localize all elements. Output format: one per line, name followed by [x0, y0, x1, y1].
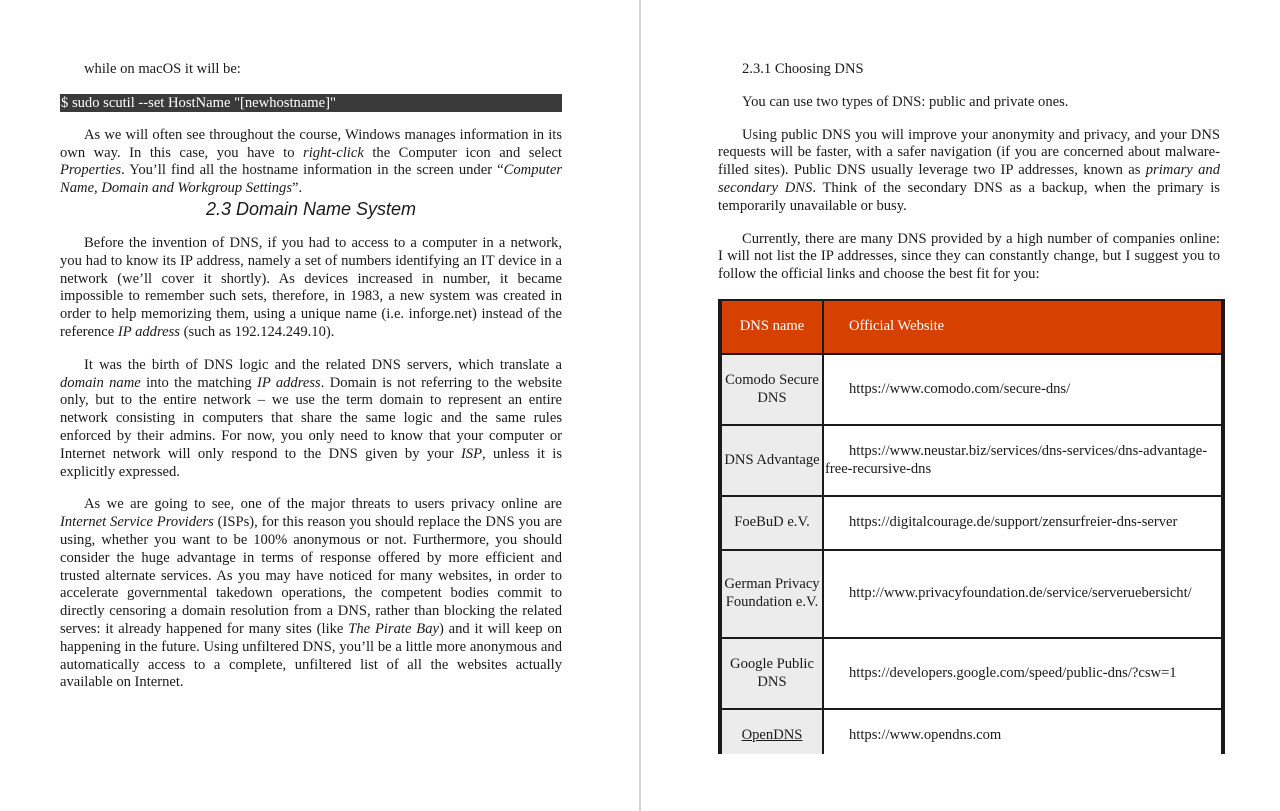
- dns-table: [720, 299, 1223, 754]
- command-line: $ sudo scutil --set HostName "[newhostname]": [60, 94, 562, 112]
- paragraph-currently: Currently, there are many DNS provided by a high number of companies online: I will not list the IP addresses, since they can constantly change, but I suggest you to follow the official links and choose the best fit for you:: [718, 230, 1220, 283]
- header-dns-name: DNS name: [722, 301, 822, 353]
- paragraph-dns-birth: It was the birth of DNS logic and the related DNS servers, which translate a domain name into the matching IP address. Domain is not referring to the website only, but to the entire network – we use the term domain to represent an entire network consisting in computers that share the same logic and the same rules enforced by their admins. For now, you only need to know that your computer or Internet network will only respond to the DNS given by your ISP, unless it is explicitly expressed.: [60, 356, 563, 480]
- paragraph-before-dns: Before the invention of DNS, if you had to access to a computer in a network, you had to know its IP address, namely a set of numbers identifying an IT device in a network (we’ll cover it shortly). As devices increased in number, it became impossible to remember such sets, therefore, in 1983, a new system was created in order to help memorizing them, using a unique name (i.e. inforge.net) instead of the reference IP address (such as 192.124.249.10).: [60, 234, 562, 340]
- website-link[interactable]: https://digitalcourage.de/support/zensurfreier-dns-server: [824, 497, 1221, 549]
- dns-name-cell[interactable]: OpenDNS: [722, 710, 822, 754]
- left-column: [60, 61, 562, 692]
- subsection-heading: 2.3.1 Choosing DNS: [742, 61, 864, 77]
- website-link[interactable]: http://www.privacyfoundation.de/service/serveruebersicht/: [824, 551, 1221, 637]
- right-column: [718, 61, 1220, 284]
- section-heading: 2.3 Domain Name System: [205, 198, 417, 219]
- table-header-row: [722, 301, 1221, 353]
- dns-table-wrapper: [718, 299, 1225, 754]
- table-row: [722, 639, 1221, 708]
- macos-line: while on macOS it will be:: [84, 61, 241, 77]
- header-official-website: Official Website: [824, 301, 1221, 353]
- dns-name-cell: Google Public DNS: [722, 639, 822, 708]
- dns-name-cell: DNS Advantage: [722, 426, 822, 495]
- table-row: [722, 426, 1221, 495]
- right-page: [641, 0, 1280, 811]
- website-link[interactable]: https://www.opendns.com: [824, 710, 1221, 754]
- paragraph-dns-types: You can use two types of DNS: public and private ones.: [742, 93, 1069, 110]
- dns-name-cell: Comodo Secure DNS: [722, 355, 822, 424]
- website-link[interactable]: https://www.comodo.com/secure-dns/: [824, 355, 1221, 424]
- table-row: [722, 551, 1221, 637]
- paragraph-threats: As we are going to see, one of the major threats to users privacy online are Internet Service Providers (ISPs), for this reason you should replace the DNS you are using, whether you want to be 100% anonymous or not. Furthermore, you should consider the huge advantage in terms of response offered by more efficient and trusted alternate services. As you may have noticed for many websites, in order to accelerate governmental takedown operations, the competent bodies commit to directly censoring a domain resolution from a DNS, rather than blocking the related serves: it already happened for many sites (like The Pirate Bay) and it will keep on happening in the future. Using unfiltered DNS, you’ll be a little more anonymous and automatically access to a complete, unfiltered list of all the websites actually available on Internet.: [60, 496, 563, 691]
- left-page: [0, 0, 639, 811]
- table-row: [722, 710, 1221, 754]
- windows-paragraph: As we will often see throughout the course, Windows manages information in its own way. In this case, you have to right-click the Computer icon and select Properties. You’ll find all the hostname information in the screen under “Computer Name, Domain and Workgroup Settings”.: [60, 126, 562, 197]
- dns-name-cell: German Privacy Foundation e.V.: [722, 551, 822, 637]
- table-row: [722, 497, 1221, 549]
- table-row: [722, 355, 1221, 424]
- website-link[interactable]: https://www.neustar.biz/services/dns-services/dns-advantage-free-recursive-dns: [824, 426, 1221, 495]
- dns-name-cell: FoeBuD e.V.: [722, 497, 822, 549]
- website-link[interactable]: https://developers.google.com/speed/public-dns/?csw=1: [824, 639, 1221, 708]
- paragraph-public-dns: Using public DNS you will improve your anonymity and privacy, and your DNS requests will be faster, with a safer navigation (if you are concerned about malware-filled sites). Public DNS usually leverage two IP addresses, known as primary and secondary DNS. Think of the secondary DNS as a backup, when the primary is temporarily unavailable or busy.: [718, 126, 1220, 214]
